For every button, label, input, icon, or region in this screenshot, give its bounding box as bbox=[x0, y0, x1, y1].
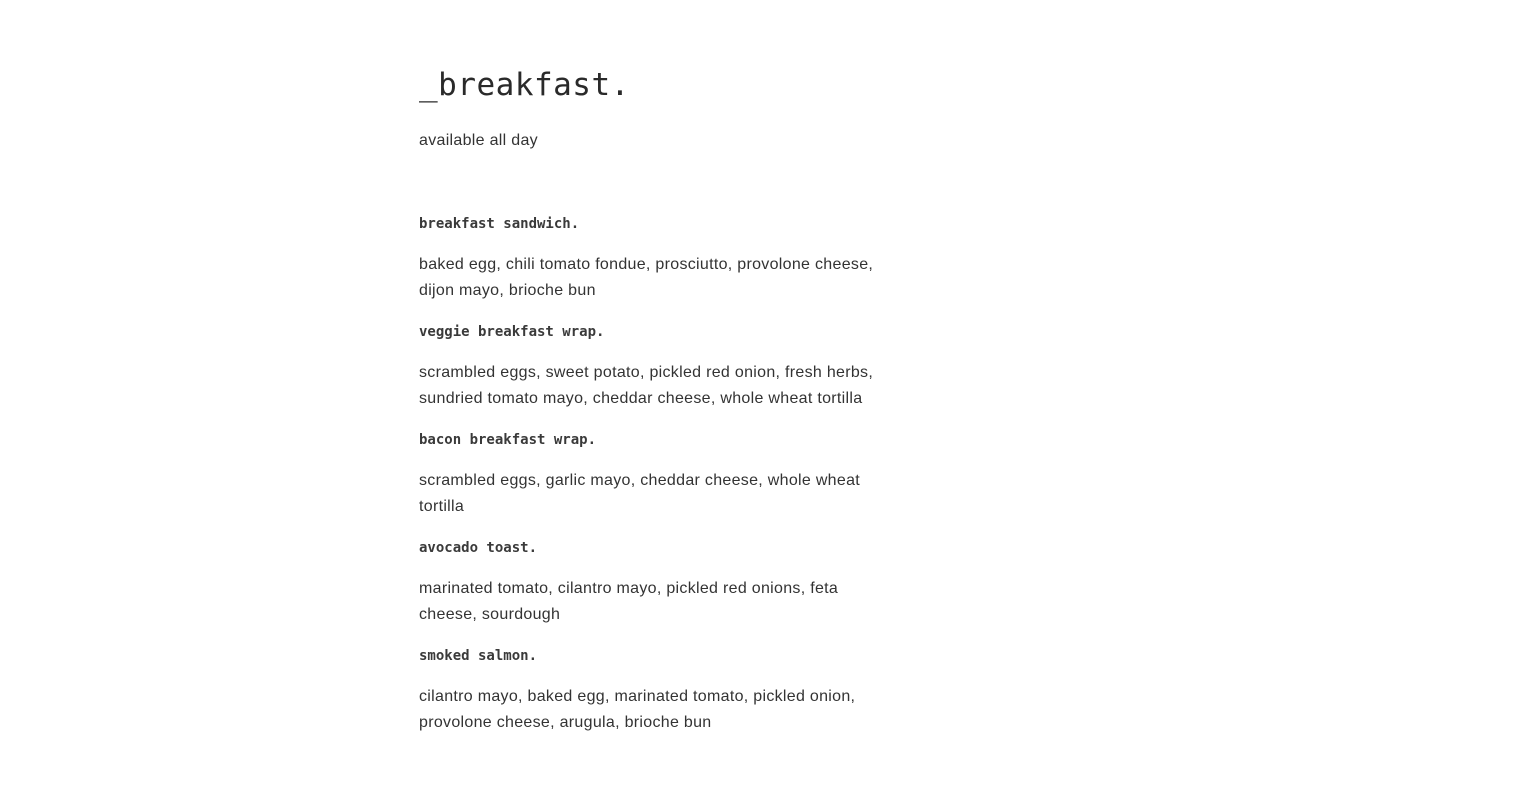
menu-item-name: breakfast sandwich. bbox=[419, 216, 580, 232]
menu-item-description: marinated tomato, cilantro mayo, pickled red onions, feta cheese, sourdough bbox=[419, 580, 839, 623]
menu-item-description: cilantro mayo, baked egg, marinated tomato, pickled onion, provolone cheese, arugula, brioche bun bbox=[419, 688, 856, 731]
menu-item-breakfast-sandwich bbox=[419, 211, 889, 304]
menu-item-bacon-breakfast-wrap bbox=[419, 427, 889, 520]
menu-item-description: scrambled eggs, garlic mayo, cheddar cheese, whole wheat tortilla bbox=[419, 472, 861, 515]
menu-item-name: smoked salmon. bbox=[419, 648, 538, 664]
menu-item-veggie-breakfast-wrap bbox=[419, 319, 889, 412]
breakfast-menu-section bbox=[419, 0, 889, 736]
menu-item-list bbox=[419, 211, 889, 736]
menu-item-name: bacon breakfast wrap. bbox=[419, 432, 597, 448]
menu-item-name: avocado toast. bbox=[419, 540, 538, 556]
menu-item-smoked-salmon bbox=[419, 643, 889, 736]
menu-item-name: veggie breakfast wrap. bbox=[419, 324, 605, 340]
menu-item-description: baked egg, chili tomato fondue, prosciutto, provolone cheese, dijon mayo, brioche bun bbox=[419, 256, 874, 299]
menu-item-avocado-toast bbox=[419, 535, 889, 628]
section-title: _breakfast. bbox=[419, 67, 630, 103]
menu-item-description: scrambled eggs, sweet potato, pickled red onion, fresh herbs, sundried tomato mayo, cheddar cheese, whole wheat tortilla bbox=[419, 364, 874, 407]
section-subtitle: available all day bbox=[419, 132, 538, 149]
